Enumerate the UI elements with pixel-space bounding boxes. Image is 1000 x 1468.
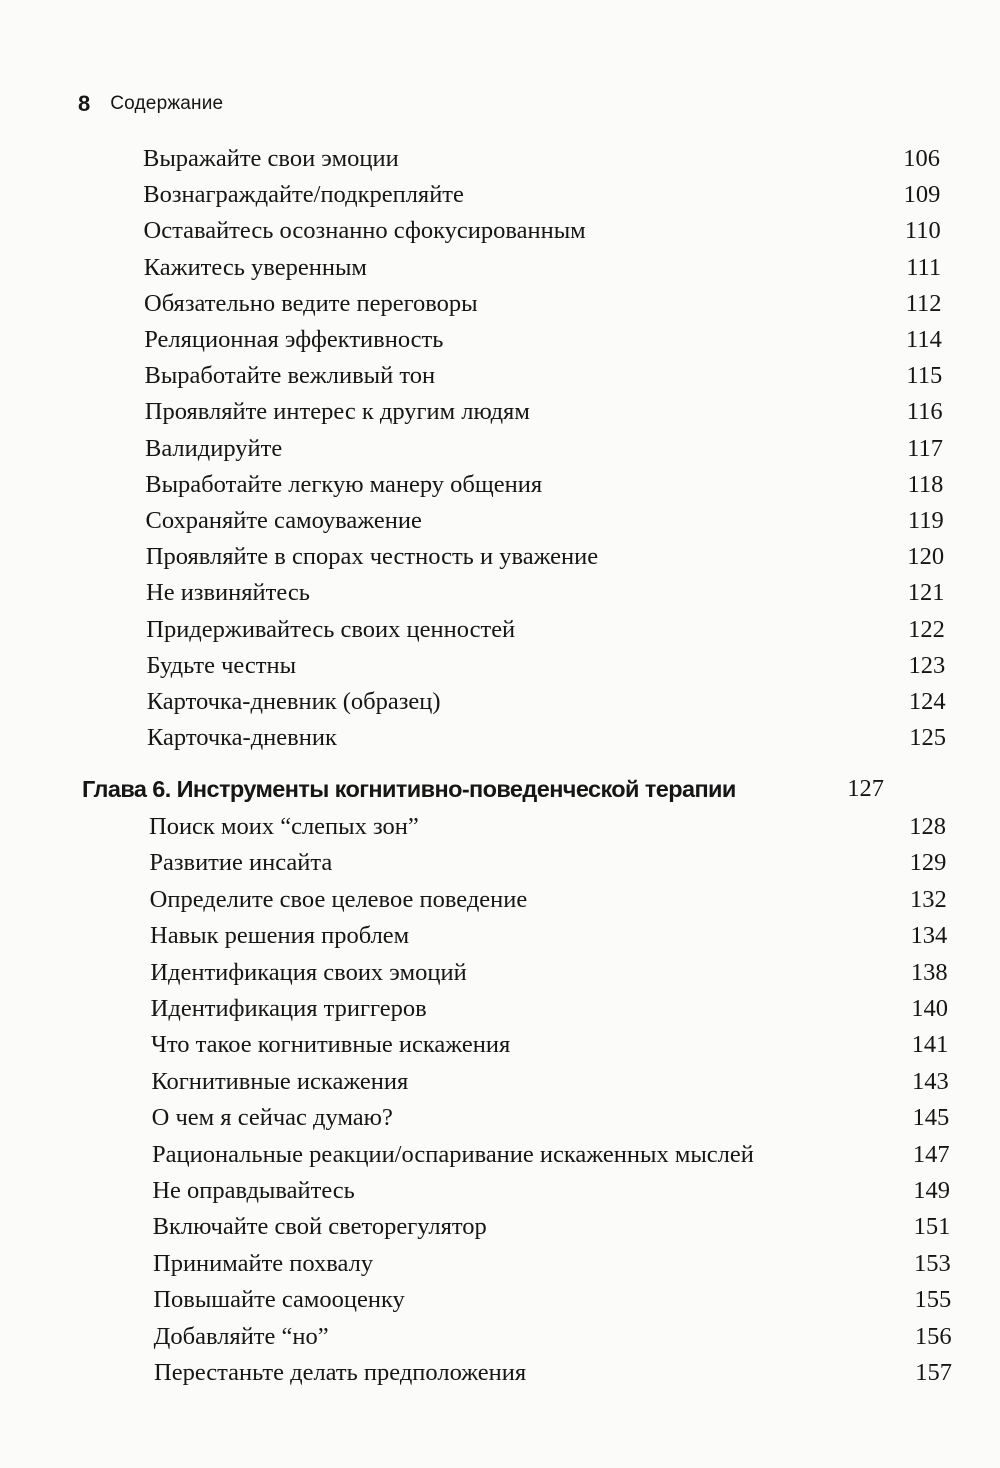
toc-entry [0,1028,1000,1062]
toc-entry-title: Повышайте самооценку [153,1286,405,1314]
toc-entry [0,287,1000,321]
toc-entry-page-number: 138 [910,958,948,986]
toc-entry-page-number: 119 [907,507,944,534]
toc-entry [0,1174,1000,1208]
toc-entry [0,883,1000,917]
toc-entry [0,1320,1000,1354]
toc-entry-page-number: 109 [903,181,941,209]
toc-entry-page-number: 120 [907,543,945,571]
toc-entry-page-number: 123 [908,651,946,679]
toc-entry-page-number: 155 [914,1286,952,1314]
toc-entry-page-number: 106 [903,145,940,172]
toc-entry-page-number: 110 [904,217,941,245]
toc-entry-title: Принимайте похвалу [153,1249,374,1277]
toc-entry-title: Не извиняйтесь [146,579,310,607]
toc-entry [0,1283,1000,1317]
toc-entry [0,323,1000,357]
toc-entry [0,846,1000,880]
toc-entry-title: Кажитесь уверенным [143,253,367,281]
toc-entry-title: Рациональные реакции/оспаривание искаженных мыслей [152,1140,754,1168]
toc-entry-title: Придерживайтесь своих ценностей [146,615,516,643]
toc-entry-title: Не оправдывайтесь [152,1177,355,1204]
toc-entry-page-number: 128 [909,813,946,840]
toc-entry [0,251,1000,285]
toc-entry [0,468,1000,502]
toc-entry [0,649,1000,683]
toc-entry-page-number: 141 [911,1031,949,1059]
toc-entry-page-number: 143 [912,1067,949,1095]
toc-entry [0,919,1000,953]
running-head: Содержание [110,93,224,114]
toc-entry-page-number: 157 [915,1359,952,1386]
toc-entry [0,504,1000,538]
toc-entry-page-number: 117 [907,434,943,462]
toc-entry-title: Выработайте легкую манеру общения [145,470,543,498]
toc-entry-page-number: 115 [906,362,943,390]
toc-entry-page-number: 145 [912,1104,950,1132]
toc-entry [0,685,1000,719]
toc-entry [0,810,1000,844]
toc-entry-title: Перестаньте делать предположения [154,1359,527,1386]
toc-entry-page-number: 151 [913,1213,951,1241]
toc-entry-title: Обязательно ведите переговоры [144,289,478,317]
toc-entry [0,992,1000,1026]
toc-entry-title: Сохраняйте самоуважение [145,507,422,534]
toc-entry-title: Оставайтесь осознанно сфокусированным [143,217,586,245]
toc-entry-title: Что такое когнитивные искажения [151,1031,511,1059]
toc-entry [0,1356,1000,1390]
toc-entry-page-number: 132 [910,885,947,913]
toc-entry [0,178,1000,212]
toc-entry-page-number: 147 [912,1140,950,1168]
toc-entry [0,613,1000,647]
toc-entry-title: Выработайте вежливый тон [144,362,436,390]
toc-entry [0,142,1000,176]
toc-entry-title: Вознаграждайте/подкрепляйте [143,181,464,209]
toc-entry [0,1065,1000,1099]
toc-entry [0,576,1000,610]
toc-entry-title: Выражайте свои эмоции [143,145,399,172]
toc-entry-page-number: 153 [914,1249,951,1277]
toc-entry-title: Карточка-дневник [147,724,337,752]
toc-entry-page-number: 129 [909,849,947,877]
toc-entry-title: Навык решения проблем [150,922,410,950]
toc-entry-page-number: 149 [913,1177,950,1204]
toc-entry-title: Идентификация своих эмоций [150,958,467,986]
toc-entry-title: Карточка-дневник (образец) [146,688,441,715]
toc-entry-title: Когнитивные искажения [151,1067,409,1095]
toc-entry [0,214,1000,248]
toc-entry [0,721,1000,755]
chapter-page-number: 127 [847,775,884,802]
toc-entry [0,1247,1000,1281]
toc-entry [0,1210,1000,1244]
toc-entry-title: Идентификация триггеров [150,995,427,1022]
toc-entry [0,395,1000,429]
toc-entry-page-number: 156 [914,1322,952,1350]
toc-entry-page-number: 116 [906,398,943,426]
toc-entry-title: Будьте честны [146,651,297,679]
toc-entry [0,1101,1000,1135]
toc-entry-title: Включайте свой светорегулятор [152,1213,487,1241]
toc-entry-title: Развитие инсайта [149,849,333,877]
toc-entry-page-number: 121 [907,579,945,607]
toc-entry [0,956,1000,990]
toc-entry-page-number: 124 [908,688,946,715]
toc-entry [0,359,1000,393]
page-number: 8 [78,91,91,116]
toc-entry [0,540,1000,574]
toc-entry [0,1138,1000,1172]
toc-entry-title: О чем я сейчас думаю? [151,1104,393,1132]
toc-entry [0,432,1000,466]
toc-entry-title: Валидируйте [145,434,283,462]
toc-entry-page-number: 111 [906,253,942,281]
toc-entry-title: Проявляйте интерес к другим людям [144,398,530,426]
toc-entry-title: Добавляйте “но” [153,1322,329,1350]
toc-entry-title: Определите свое целевое поведение [149,885,528,913]
chapter-heading [82,771,736,807]
toc-entry-page-number: 112 [905,289,942,317]
toc-entry-title: Поиск моих “слепых зон” [149,813,419,840]
toc-entry-title: Проявляйте в спорах честность и уважение [145,543,599,571]
toc-entry-page-number: 118 [907,470,944,498]
toc-entry-title: Реляционная эффективность [144,326,444,353]
toc-entry-page-number: 125 [909,724,946,752]
toc-entry-page-number: 122 [908,615,945,643]
toc-entry-page-number: 140 [911,995,948,1022]
toc-entry-page-number: 114 [906,326,942,353]
chapter-title: Глава 6. Инструменты когнитивно-поведенческой терапии [82,775,736,802]
toc-entry-page-number: 134 [910,922,948,950]
